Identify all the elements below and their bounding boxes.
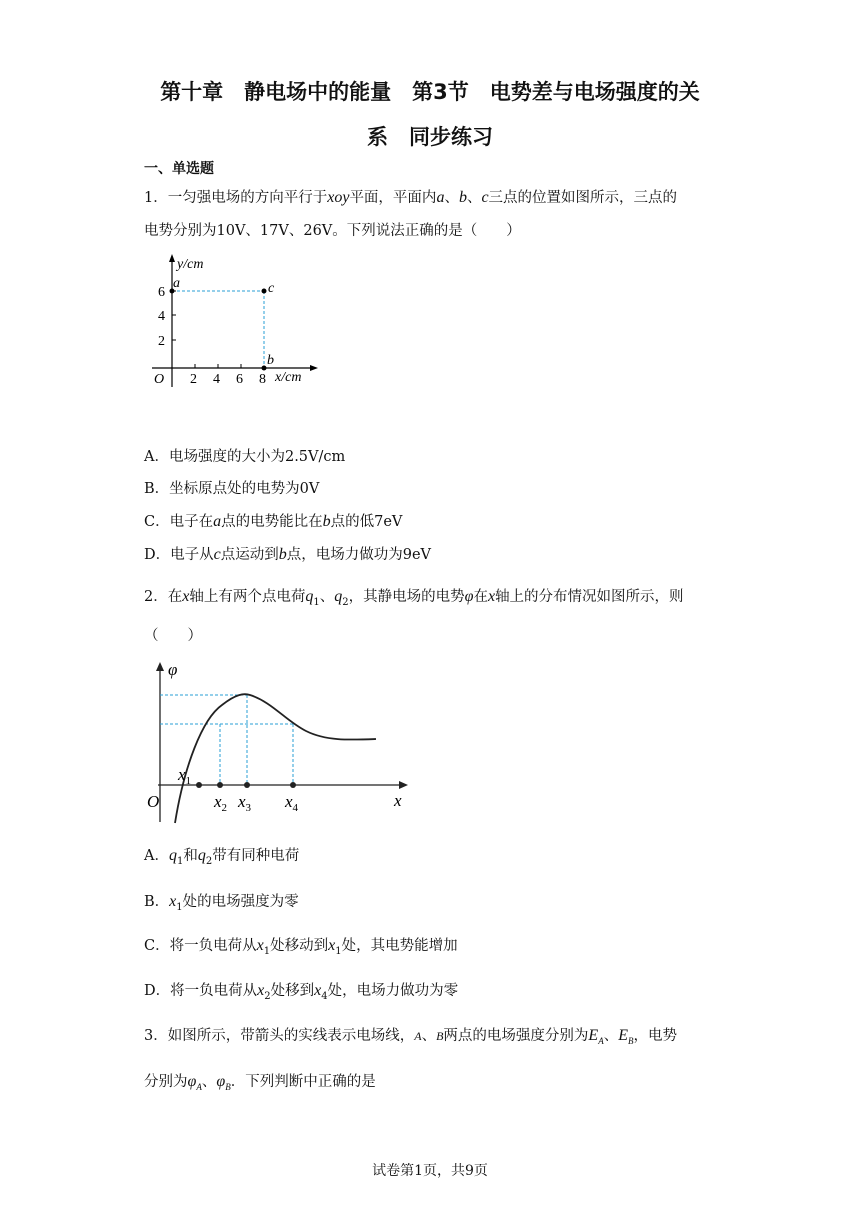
q1-option-c: C．电子在a点的电势能比在b点的低7eV xyxy=(144,513,403,530)
q1-x-tick: 2 xyxy=(190,372,197,387)
q2-option-c: C．将一负电荷从$x_1$处移动到$x_1$处，其电势能增加 xyxy=(144,937,458,957)
q1-x-tick: 8 xyxy=(259,372,266,387)
page-footer: 试卷第1页，共9页 xyxy=(372,1163,488,1179)
q2-option-d: D．将一负电荷从$x_2$处移到$x_4$处，电场力做功为零 xyxy=(144,982,459,1002)
q2-figure xyxy=(144,657,414,827)
q2-stem-line2: （ ） xyxy=(144,628,202,644)
q1-y-tick: 4 xyxy=(158,309,165,324)
q1-point-a-label: a xyxy=(173,276,180,291)
q2-option-a: A．$q_1$和$q_2$带有同种电荷 xyxy=(144,847,300,867)
q1-y-tick: 6 xyxy=(158,285,165,300)
q1-x-axis-label: x/cm xyxy=(275,370,302,385)
q1-point-b-label: b xyxy=(267,353,274,368)
q2-option-b: B．$x_1$处的电场强度为零 xyxy=(144,893,299,913)
q3-stem-line2: 分别为$\varphi_A$、$\varphi_B$．下列判断中正确的是 xyxy=(144,1073,376,1092)
page-title-line1: 第十章 静电场中的能量 第3节 电势差与电场强度的关 xyxy=(160,80,700,104)
q1-origin-label: O xyxy=(154,372,165,387)
section-heading: 一、单选题 xyxy=(144,161,214,177)
q1-figure xyxy=(144,252,324,397)
q2-x3-label: $x_3$ xyxy=(238,792,252,814)
q2-x4-label: $x_4$ xyxy=(285,792,299,814)
q1-stem-line2: 电势分别为10V、17V、26V。下列说法正确的是（ ） xyxy=(144,223,521,239)
q2-x-axis-label: x xyxy=(394,791,402,810)
q2-stem-line1: 2．在x轴上有两个点电荷$q_1$、$q_2$，其静电场的电势φ在x轴上的分布情况如图所示，则 xyxy=(144,588,684,608)
q3-stem-line1: 3．如图所示，带箭头的实线表示电场线，A、B两点的电场强度分别为$E_A$、$E_B$，电势 xyxy=(144,1027,677,1046)
q1-x-tick: 4 xyxy=(213,372,220,387)
q1-stem-line1: 1．一匀强电场的方向平行于xoy平面，平面内a、b、c三点的位置如图所示，三点的 xyxy=(144,189,678,206)
q1-option-d: D．电子从c点运动到b点，电场力做功为9eV xyxy=(144,546,432,563)
q1-option-b: B．坐标原点处的电势为0V xyxy=(144,481,320,497)
q2-origin-label: O xyxy=(147,792,160,811)
q1-x-tick: 6 xyxy=(236,372,243,387)
q1-point-c-label: c xyxy=(268,281,275,296)
q1-y-axis-label: y/cm xyxy=(177,257,204,272)
q2-x1-label: $x_1$ xyxy=(178,765,192,787)
page-title-line2: 系 同步练习 xyxy=(367,125,493,149)
q1-y-tick: 2 xyxy=(158,334,165,349)
q2-x2-label: $x_2$ xyxy=(214,792,228,814)
q1-option-a: A．电场强度的大小为2.5V/cm xyxy=(144,449,346,465)
q2-y-axis-label: φ xyxy=(168,660,178,679)
